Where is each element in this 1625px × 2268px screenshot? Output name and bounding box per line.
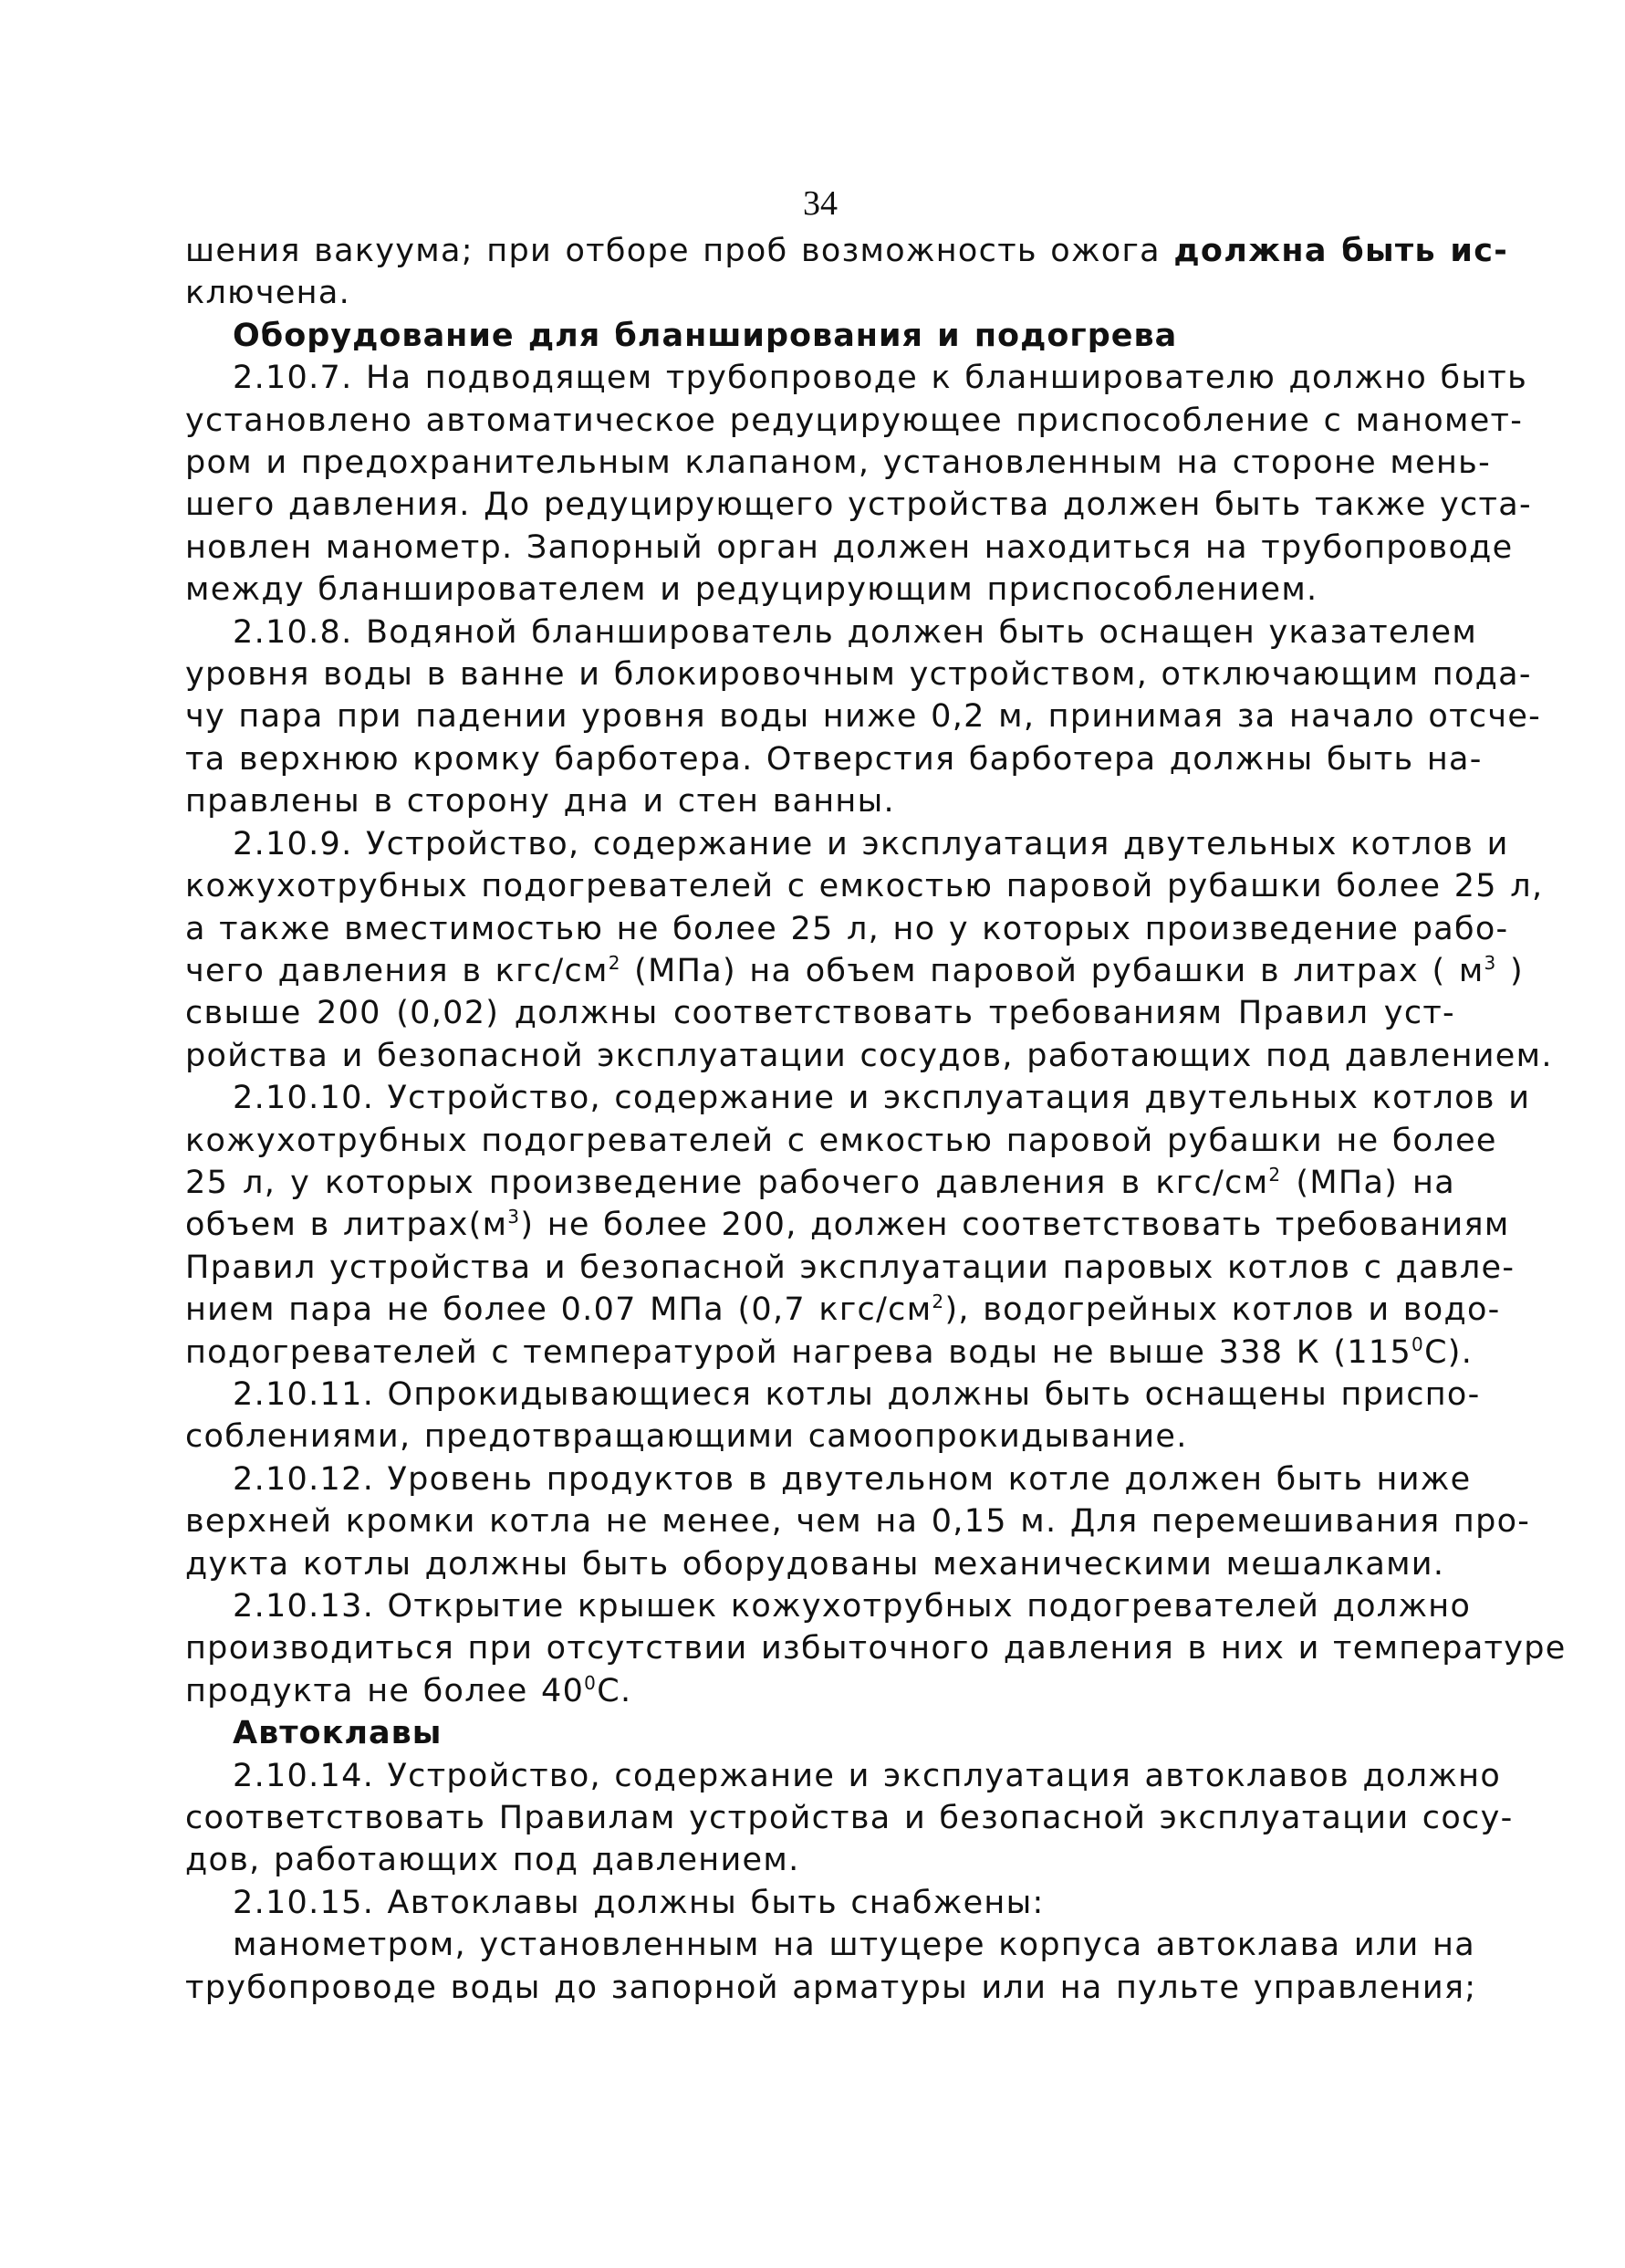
text-line: между бланширователем и редуцирующим приспособлением. — [185, 571, 1318, 609]
text-fragment: (МПа) на объем паровой рубашки в литрах ( м — [620, 952, 1484, 989]
text-line: уровня воды в ванне и блокировочным устройством, отключающим пода- — [185, 656, 1532, 694]
text-line: дов, работающих под давлением. — [185, 1842, 800, 1879]
text-line: свыше 200 (0,02) должны соответствовать требованиям Правил уст- — [185, 995, 1455, 1032]
text-line: ключена. — [185, 275, 351, 312]
text-fragment: подогревателей с температурой нагрева воды не выше 338 К (115 — [185, 1333, 1412, 1371]
text-fragment: нием пара не более 0.07 МПа (0,7 кгс/см — [185, 1291, 932, 1329]
text-fragment: продукта не более 40 — [185, 1672, 585, 1709]
text-line — [185, 1670, 1455, 1712]
superscript: 0 — [584, 1671, 598, 1694]
text-fragment: С). — [1424, 1333, 1474, 1371]
text-line: ром и предохранительным клапаном, установленным на стороне мень- — [185, 444, 1491, 482]
superscript: 2 — [1268, 1163, 1282, 1186]
text-line: Правил устройства и безопасной эксплуатации паровых котлов с давле- — [185, 1249, 1516, 1286]
superscript: 2 — [608, 951, 621, 974]
text-line — [185, 230, 1509, 272]
text-line: 2.10.7. На подводящем трубопроводе к бланширователю должно быть — [233, 360, 1527, 397]
section-heading-autoclaves: Автоклавы — [233, 1715, 443, 1752]
text-fragment: (МПа) на — [1281, 1164, 1455, 1201]
text-line: 2.10.9. Устройство, содержание и эксплуатация двутельных котлов и — [233, 825, 1509, 862]
text-line: 2.10.12. Уровень продуктов в двутельном котле должен быть ниже — [233, 1460, 1472, 1498]
text-line: кожухотрубных подогревателей с емкостью паровой рубашки не более — [185, 1122, 1497, 1159]
section-heading-blanching: Оборудование для бланширования и подогрева — [233, 317, 1178, 354]
text-line: установлено автоматическое редуцирующее приспособление с маномет- — [185, 402, 1524, 439]
text-line — [185, 1204, 1510, 1246]
superscript: 3 — [1484, 951, 1497, 974]
text-fragment: ) — [1496, 952, 1524, 989]
text-fragment: 25 л, у которых произведение рабочего давления в кгс/см — [185, 1164, 1269, 1201]
text-line — [185, 1162, 1455, 1204]
text-fragment: шения вакуума; при отборе проб возможность ожога — [185, 233, 1174, 269]
text-line: 2.10.15. Автоклавы должны быть снабжены: — [233, 1884, 1045, 1921]
superscript: 3 — [507, 1206, 521, 1228]
text-fragment: чего давления в кгс/см — [185, 952, 609, 989]
text-line: 2.10.11. Опрокидывающиеся котлы должны быть оснащены приспо- — [233, 1375, 1481, 1413]
text-line: та верхнюю кромку барботера. Отверстия барботера должны быть на- — [185, 740, 1483, 778]
text-fragment: ) не более 200, должен соответствовать требованиям — [520, 1207, 1510, 1244]
superscript: 0 — [1411, 1333, 1425, 1355]
text-line: чу пара при падении уровня воды ниже 0,2 м, принимая за начало отсче- — [185, 698, 1542, 736]
text-line: 2.10.14. Устройство, содержание и эксплуатация автоклавов должно — [233, 1757, 1502, 1794]
text-line: кожухотрубных подогревателей с емкостью паровой рубашки более 25 л, — [185, 868, 1544, 905]
superscript: 2 — [932, 1291, 945, 1313]
text-fragment: ), водогрейных котлов и водо- — [944, 1291, 1501, 1329]
document-body — [185, 230, 1567, 2009]
text-line — [185, 1332, 1474, 1374]
text-line: манометром, установленным на штуцере корпуса автоклава или на — [233, 1927, 1475, 1964]
text-line: 2.10.13. Открытие крышек кожухотрубных подогревателей должно — [233, 1588, 1472, 1625]
bold-fragment: должна быть ис- — [1173, 233, 1509, 269]
text-line: 2.10.10. Устройство, содержание и эксплуатация двутельных котлов и — [233, 1080, 1531, 1117]
text-line: 2.10.8. Водяной бланширователь должен быть оснащен указателем — [233, 613, 1478, 651]
text-line: соблениями, предотвращающими самоопрокидывание. — [185, 1418, 1188, 1456]
text-fragment: объем в литрах(м — [185, 1207, 508, 1244]
text-line: трубопроводе воды до запорной арматуры или на пульте управления; — [185, 1969, 1477, 2006]
text-line: новлен манометр. Запорный орган должен находиться на трубопроводе — [185, 528, 1514, 566]
text-line: дукта котлы должны быть оборудованы механическими мешалками. — [185, 1545, 1445, 1583]
text-fragment: С. — [597, 1672, 632, 1709]
text-line: шего давления. До редуцирующего устройства должен быть также уста- — [185, 486, 1532, 524]
text-line — [185, 950, 1524, 992]
text-line: а также вместимостью не более 25 л, но у которых произведение рабо- — [185, 910, 1509, 947]
text-line: соответствовать Правилам устройства и безопасной эксплуатации сосу- — [185, 1800, 1514, 1837]
page-number: 34 — [803, 184, 838, 223]
text-line: правлены в сторону дна и стен ванны. — [185, 783, 895, 820]
text-line: производиться при отсутствии избыточного давления в них и температуре — [185, 1630, 1567, 1667]
text-line: верхней кромки котла не менее, чем на 0,15 м. Для перемешивания про- — [185, 1503, 1531, 1541]
text-line — [185, 1289, 1501, 1331]
text-line: ройства и безопасной эксплуатации сосудов, работающих под давлением. — [185, 1037, 1553, 1074]
